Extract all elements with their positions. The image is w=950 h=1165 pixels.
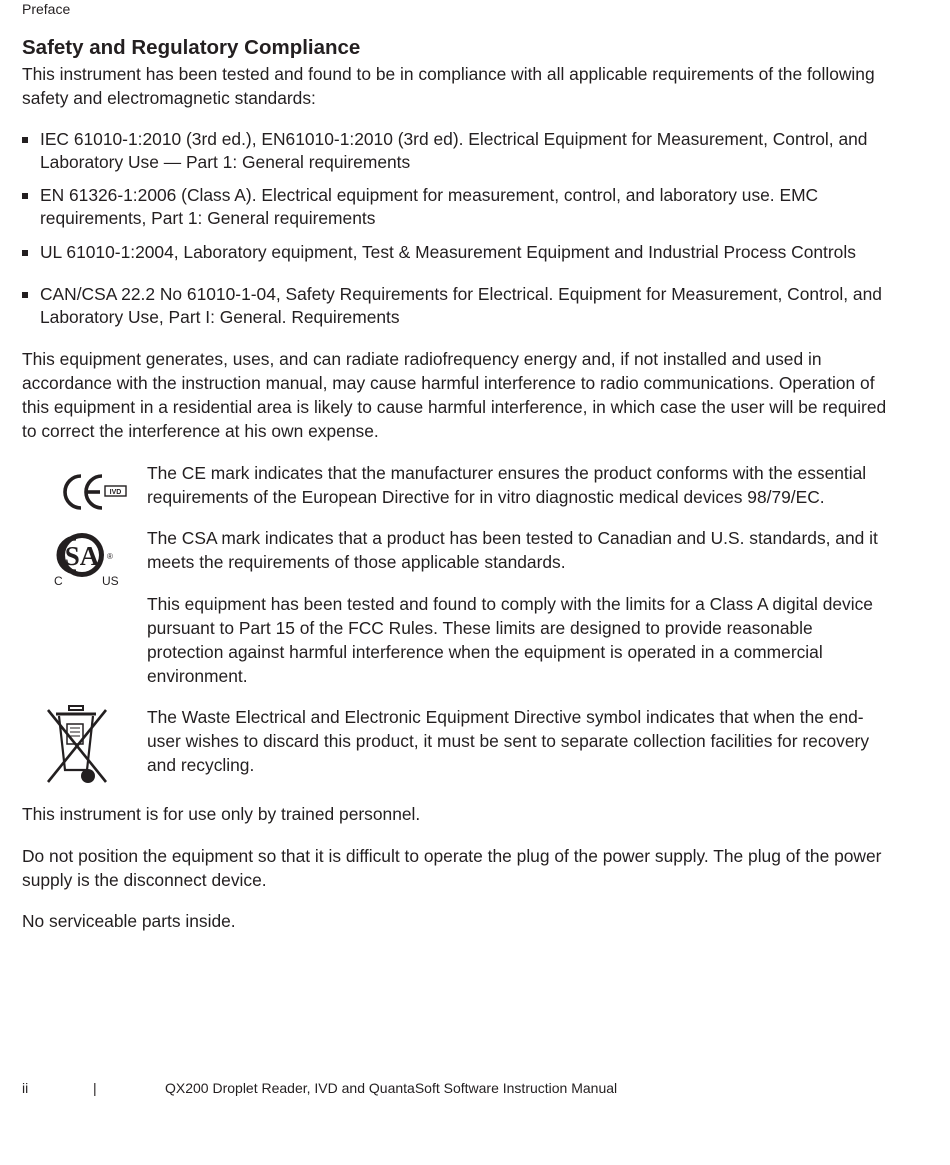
standard-text: EN 61326-1:2006 (Class A). Electrical equipment for measurement, control, and laboratory use. EMC requirements, Part 1: General requirements bbox=[40, 185, 819, 228]
bullet-marker bbox=[22, 193, 28, 199]
csa-us-label: US bbox=[102, 574, 119, 588]
fcc-compliance-paragraph: This equipment has been tested and found to comply with the limits for a Class A digital device pursuant to Part 15 of the FCC Rules. These limits are designed to provide reasonable protection against harmful interference when the equipment is operated in a commercial environment. bbox=[147, 594, 873, 686]
intro-paragraph: This instrument has been tested and found to be in compliance with all applicable requirements of the following safety and electromagnetic standards: bbox=[22, 64, 875, 108]
bullet-marker bbox=[22, 137, 28, 143]
standard-text: CAN/CSA 22.2 No 61010-1-04, Safety Requirements for Electrical. Equipment for Measurement, Control, and Laboratory Use, Part I: General. Requirements bbox=[40, 284, 882, 327]
running-head: Preface bbox=[22, 1, 71, 17]
list-item bbox=[22, 128, 892, 174]
footer-manual-title: QX200 Droplet Reader, IVD and QuantaSoft Software Instruction Manual bbox=[165, 1080, 618, 1096]
ce-mark-description: The CE mark indicates that the manufacturer ensures the product conforms with the essential requirements of the European Directive for in vitro diagnostic medical devices 98/79/EC. bbox=[147, 463, 867, 507]
csa-us-mark-icon bbox=[52, 528, 126, 595]
standard-text: UL 61010-1:2004, Laboratory equipment, Test & Measurement Equipment and Industrial Process Controls bbox=[40, 242, 856, 262]
serviceable-parts-paragraph: No serviceable parts inside. bbox=[22, 911, 236, 931]
list-item bbox=[22, 283, 892, 329]
weee-description: The Waste Electrical and Electronic Equipment Directive symbol indicates that when the end-user wishes to discard this product, it must be sent to separate collection facilities for recovery and recycling. bbox=[147, 707, 870, 775]
ce-ivd-mark-icon bbox=[62, 472, 128, 517]
csa-c-label: C bbox=[54, 574, 63, 588]
standard-text: IEC 61010-1:2010 (3rd ed.), EN61010-1:2010 (3rd ed). Electrical Equipment for Measurement, Control, and Laboratory Use — Part 1: General requirements bbox=[40, 129, 868, 172]
svg-text:SA: SA bbox=[64, 541, 100, 571]
trained-personnel-paragraph: This instrument is for use only by trained personnel. bbox=[22, 804, 421, 824]
svg-text:®: ® bbox=[107, 552, 113, 561]
bullet-marker bbox=[22, 292, 28, 298]
list-item bbox=[22, 241, 892, 264]
power-plug-paragraph: Do not position the equipment so that it is difficult to operate the plug of the power supply. The plug of the power supply is the disconnect device. bbox=[22, 846, 882, 890]
page-number: ii bbox=[22, 1080, 29, 1096]
list-item bbox=[22, 184, 892, 230]
section-title: Safety and Regulatory Compliance bbox=[22, 36, 361, 59]
weee-crossed-bin-icon bbox=[44, 704, 110, 791]
footer-separator: | bbox=[93, 1080, 97, 1096]
bullet-marker bbox=[22, 250, 28, 256]
ivd-label: IVD bbox=[109, 489, 122, 496]
rf-interference-paragraph: This equipment generates, uses, and can radiate radiofrequency energy and, if not installed and used in accordance with the instruction manual, may cause harmful interference to radio communications. Operation of this equipment in a residential area is likely to cause harmful interference, in which case the user will be required to correct the interference at his own expense. bbox=[22, 349, 887, 441]
csa-mark-description: The CSA mark indicates that a product has been tested to Canadian and U.S. standards, and it meets the requirements of those applicable standards. bbox=[147, 528, 878, 572]
